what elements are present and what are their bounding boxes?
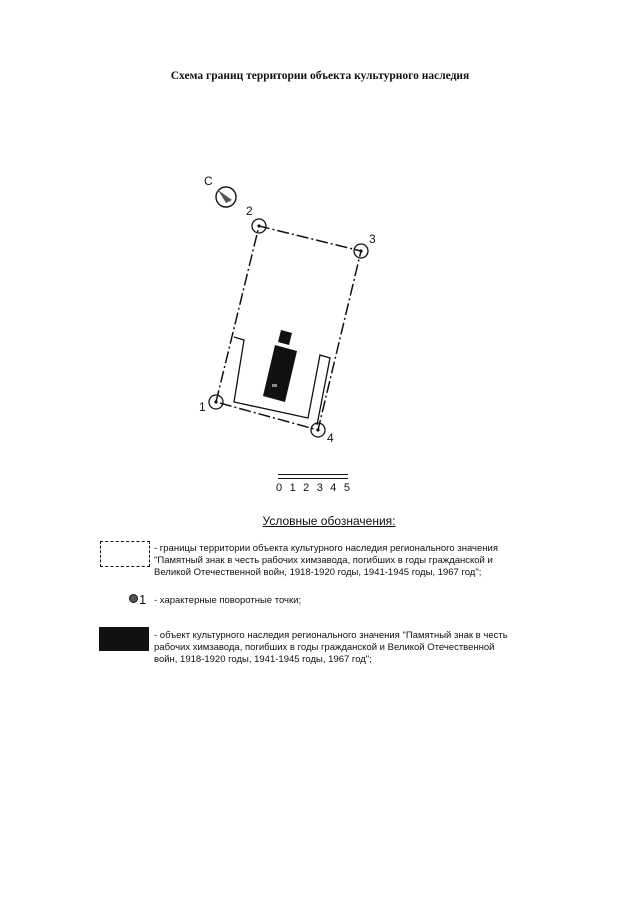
legend-line: рабочих химзавода, погибших в годы гражданской и Великой Отечественной [154, 642, 495, 653]
scale-bar [276, 474, 350, 494]
scale-line [278, 474, 348, 479]
scale-tick: 4 [330, 482, 337, 494]
scale-tick: 2 [303, 482, 310, 494]
turning-point-4 [311, 423, 325, 437]
turning-point-2 [252, 219, 266, 233]
legend-turning-point-symbol [129, 594, 138, 603]
legend-item-boundary [154, 543, 498, 579]
scale-ticks [276, 482, 350, 494]
page-title: Схема границ территории объекта культурного наследия [170, 70, 470, 82]
legend-line: войн, 1918-1920 годы, 1941-1945 годы, 1967 год"; [154, 654, 372, 665]
heritage-object [263, 330, 297, 402]
scale-tick: 5 [343, 482, 350, 494]
legend-item-turning-points [154, 595, 301, 607]
legend-item-object [154, 630, 508, 666]
legend-line: Великой Отечественной войн, 1918-1920 годы, 1941-1945 годы, 1967 год"; [154, 567, 482, 578]
north-arrow-icon [216, 187, 236, 207]
turning-point-3 [354, 244, 368, 258]
legend-heading: Условные обозначения: [262, 514, 396, 528]
point-label-4: 4 [327, 431, 334, 445]
legend-line: - объект культурного наследия регионального значения "Памятный знак в честь [154, 630, 508, 641]
legend-object-symbol [99, 627, 149, 651]
scale-tick: 3 [316, 482, 323, 494]
point-label-1: 1 [199, 400, 206, 414]
scale-tick: 0 [276, 482, 283, 494]
legend-line: "Памятный знак в честь рабочих химзавода, погибших в годы гражданской и [154, 555, 493, 566]
territory-boundary [216, 226, 361, 430]
legend-turning-point-number: 1 [139, 592, 147, 607]
point-label-3: 3 [369, 232, 376, 246]
legend-line: - границы территории объекта культурного наследия регионального значения [154, 543, 498, 554]
point-label-2: 2 [246, 204, 253, 218]
north-label: С [204, 174, 213, 188]
turning-point-1 [209, 395, 223, 409]
legend-boundary-symbol [100, 541, 150, 567]
scale-tick: 1 [289, 482, 296, 494]
legend-line: - характерные поворотные точки; [154, 595, 302, 606]
